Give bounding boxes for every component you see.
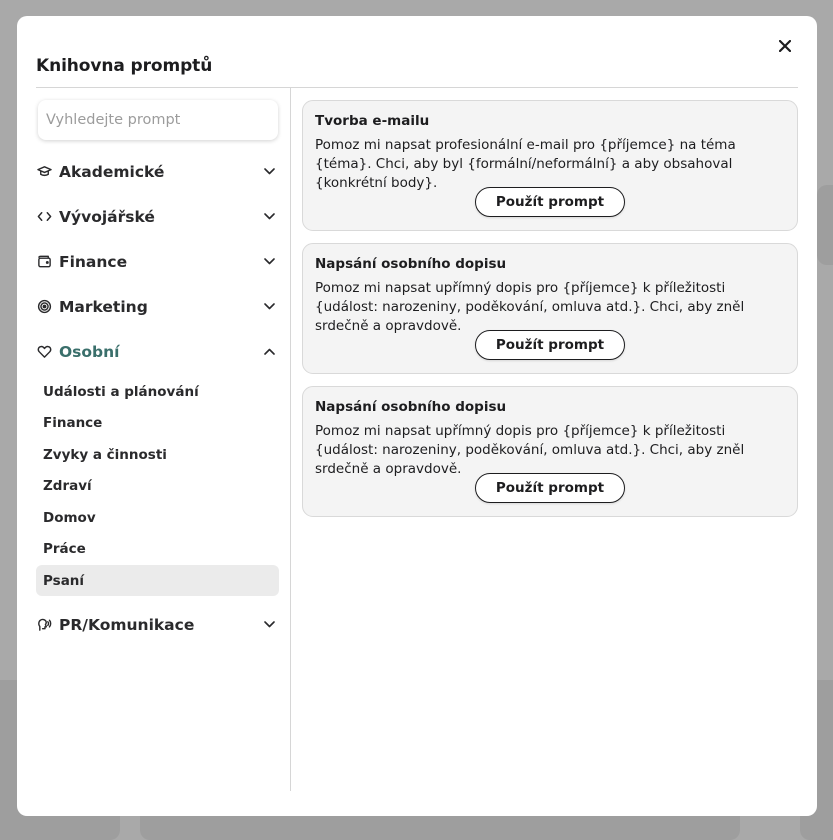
category-label: Osobní [59, 342, 120, 361]
modal-title: Knihovna promptů [36, 56, 213, 76]
chevron-down-icon [262, 210, 276, 224]
graduation-cap-icon [36, 164, 52, 180]
personal-subcategory-list [36, 376, 279, 596]
use-prompt-button[interactable]: Použít prompt [475, 187, 625, 217]
close-icon [779, 40, 791, 52]
prompt-library-modal [17, 16, 817, 816]
column-divider [290, 88, 291, 791]
target-icon [36, 299, 52, 315]
speech-icon [36, 617, 52, 633]
wallet-icon [36, 254, 52, 270]
category-marketing[interactable] [36, 284, 279, 329]
category-label: Finance [59, 252, 128, 271]
chevron-down-icon [262, 255, 276, 269]
chevron-up-icon [262, 345, 276, 359]
category-label: PR/Komunikace [59, 615, 195, 634]
category-developer[interactable] [36, 194, 279, 239]
category-list [36, 149, 279, 647]
subcategory-item[interactable]: Zdraví [43, 478, 92, 494]
heart-icon [36, 344, 52, 360]
chevron-down-icon [262, 618, 276, 632]
subcategory-item[interactable]: Události a plánování [43, 383, 199, 400]
prompt-body: Pomoz mi napsat profesionální e-mail pro {příjemce} na téma {téma}. Chci, aby byl {formální/neformální} a aby obsahoval {konkrétní body}. [315, 137, 736, 191]
prompt-title: Napsání osobního dopisu [315, 256, 507, 272]
subcategory-item[interactable]: Práce [43, 541, 86, 557]
prompt-card [302, 386, 798, 517]
subcategory-item[interactable]: Finance [43, 415, 103, 431]
prompt-body: Pomoz mi napsat upřímný dopis pro {příjemce} k příležitosti {událost: narozeniny, poděkování, omluva atd.}. Chci, aby zněl srdečně a opravdově. [315, 280, 745, 334]
use-prompt-button[interactable]: Použít prompt [475, 473, 625, 503]
category-label: Vývojářské [59, 207, 155, 226]
subcategory-item-active[interactable]: Psaní [36, 565, 279, 596]
prompt-title: Napsání osobního dopisu [315, 399, 507, 415]
prompt-title: Tvorba e-mailu [315, 113, 430, 129]
category-label: Marketing [59, 297, 148, 316]
use-prompt-button[interactable]: Použít prompt [475, 330, 625, 360]
subcategory-item[interactable]: Domov [43, 509, 96, 526]
category-personal[interactable] [36, 329, 279, 374]
prompt-body: Pomoz mi napsat upřímný dopis pro {příjemce} k příležitosti {událost: narozeniny, poděkování, omluva atd.}. Chci, aby zněl srdečně a opravdově. [315, 423, 745, 477]
category-label: Akademické [59, 162, 165, 181]
background-card-side [817, 185, 833, 265]
category-finance[interactable] [36, 239, 279, 284]
chevron-down-icon [262, 165, 276, 179]
chevron-down-icon [262, 300, 276, 314]
category-sidebar [36, 100, 279, 647]
prompt-card [302, 100, 798, 231]
prompt-list [302, 100, 798, 529]
code-icon [36, 209, 52, 225]
prompt-card [302, 243, 798, 374]
search-input[interactable] [38, 100, 278, 140]
close-button[interactable] [775, 36, 795, 56]
title-divider [36, 87, 798, 88]
subcategory-item[interactable]: Zvyky a činnosti [43, 446, 167, 463]
category-pr-communication[interactable] [36, 602, 279, 647]
category-academic[interactable] [36, 149, 279, 194]
